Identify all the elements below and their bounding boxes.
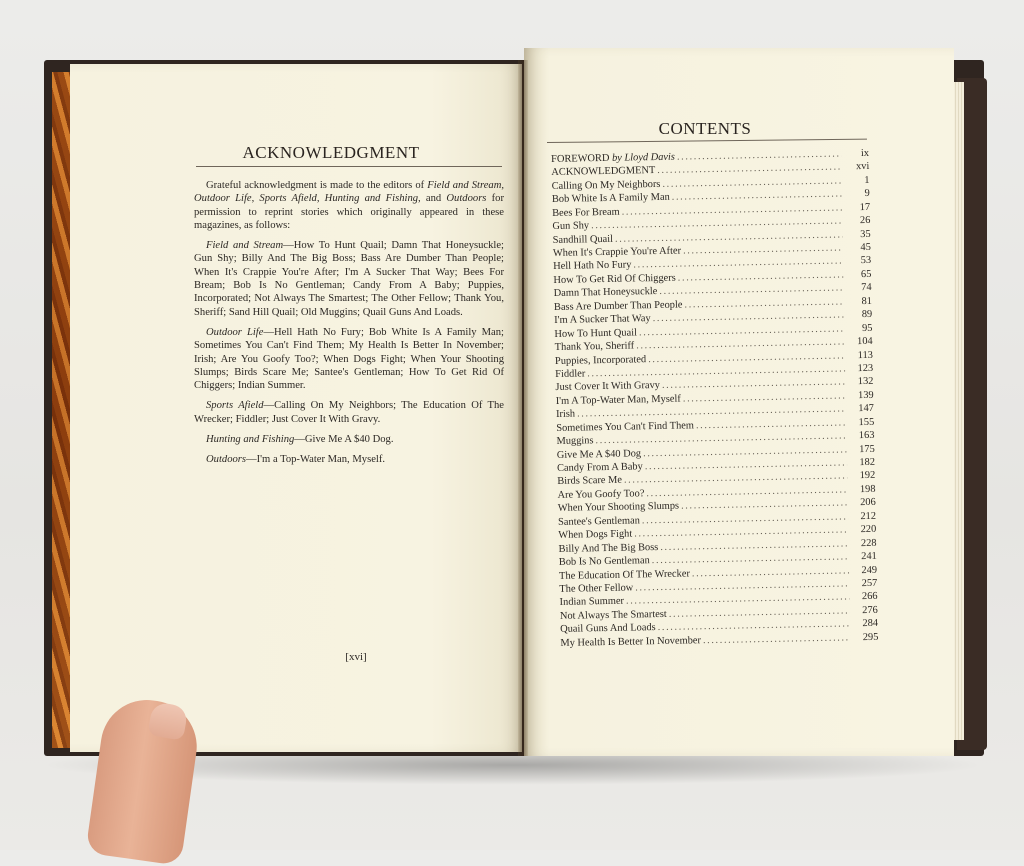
- toc-entry-title: When It's Crappie You're After: [552, 245, 682, 260]
- toc-entry-page: 26: [859, 215, 871, 227]
- toc-entry-page: xvi: [855, 161, 870, 173]
- toc-entry-page: 198: [859, 483, 876, 496]
- toc-entry-title: Calling On My Neighbors: [551, 178, 661, 192]
- toc-entry-page: ix: [860, 147, 870, 160]
- toc-entry-page: 155: [858, 416, 875, 428]
- acknowledgment-text: [194, 179, 504, 474]
- toc-entry-page: 266: [861, 591, 878, 603]
- heading-rule: [196, 166, 502, 167]
- intro-paragraph: Grateful acknowledgment is made to the editors of Field and Stream, Outdoor Life, Sports Afield, Hunting and Fishing, and Outdoors for permission to reprint stories which originally appeared in these magazines, as follows:: [194, 180, 505, 231]
- toc-entry-title: Bees For Bream: [552, 206, 620, 219]
- toc-entry-page: 249: [861, 564, 878, 576]
- toc-entry-page: 139: [858, 389, 874, 402]
- toc-entry-title: FOREWORD by Lloyd Davis: [551, 151, 676, 165]
- toc-entry-page: 295: [862, 631, 879, 643]
- toc-entry-title: Bass Are Dumber Than People: [553, 299, 683, 313]
- toc-entry-title: The Education Of The Wrecker: [559, 567, 690, 582]
- credit-paragraph: Sports Afield—Calling On My Neighbors; The Education Of The Wrecker; Fiddler; Just Cover It With Gravy.: [194, 400, 504, 425]
- toc-entry-page: 65: [860, 268, 872, 280]
- book-gutter: [518, 60, 528, 756]
- credit-paragraph: Outdoors—I'm a Top-Water Man, Myself.: [206, 454, 386, 466]
- toc-entry-page: 1: [864, 174, 870, 186]
- toc-entry-title: When Dogs Fight: [558, 528, 633, 542]
- toc-entry-page: 192: [859, 470, 876, 482]
- toc-entry-page: 182: [859, 456, 876, 469]
- toc-entry-title: Candy From A Baby: [556, 461, 643, 474]
- toc-entry-title: Birds Scare Me: [557, 475, 623, 488]
- toc-entry-page: 175: [859, 443, 875, 455]
- credit-paragraph: Outdoor Life—Hell Hath No Fury; Bob White Is A Family Man; Sometimes You Can't Find Them; My Health Is Better In November; Irish; Are You Goofy Too?; When Dogs Fight; When Your Shooting Slumps; Birds Scare Me; Santee's Gentleman; How To Get Rid Of Chiggers; Indian Summer.: [194, 326, 504, 392]
- toc-entry-page: 45: [860, 241, 871, 254]
- toc-entry-page: 206: [860, 497, 876, 509]
- toc-entry-title: Thank You, Sheriff: [554, 340, 635, 354]
- toc-entry-page: 123: [857, 362, 874, 375]
- toc-entry-page: 104: [856, 335, 873, 348]
- toc-entry-page: 241: [861, 550, 877, 563]
- toc-entry-title: I'm A Sucker That Way: [554, 313, 651, 327]
- toc-entry-title: Hell Hath No Fury: [553, 259, 632, 273]
- toc-entry-page: 95: [861, 322, 873, 334]
- toc-entry-page: 257: [861, 577, 878, 590]
- toc-entry-page: 81: [861, 295, 873, 307]
- acknowledgment-heading: ACKNOWLEDGMENT: [242, 143, 420, 162]
- toc-entry-page: 284: [862, 618, 879, 630]
- toc-entry-title: Bob Is No Gentleman: [558, 555, 650, 569]
- toc-entry-title: Indian Summer: [559, 596, 625, 609]
- toc-entry-title: Bob White Is A Family Man: [551, 192, 670, 206]
- toc-entry-title: Fiddler: [555, 368, 586, 380]
- toc-entry-title: Puppies, Incorporated: [554, 353, 647, 367]
- toc-entry-title: Not Always The Smartest: [559, 608, 667, 622]
- toc-entry-title: I'm A Top-Water Man, Myself: [555, 393, 681, 407]
- toc-entry-page: 132: [857, 376, 874, 388]
- page-number: [xvi]: [345, 651, 367, 663]
- toc-entry-page: 147: [858, 403, 875, 415]
- toc-entry-page: 220: [860, 524, 877, 536]
- contents-list: [551, 147, 878, 650]
- toc-entry-title: Irish: [555, 408, 576, 421]
- toc-entry-title: Santee's Gentleman: [557, 515, 640, 528]
- toc-entry-title: Sandhill Quail: [552, 233, 614, 246]
- toc-entry-page: 89: [861, 309, 873, 321]
- toc-entry-page: 228: [860, 537, 877, 549]
- toc-entry-page: 35: [860, 228, 871, 240]
- toc-entry-title: Muggins: [556, 435, 594, 448]
- toc-entry-title: Billy And The Big Boss: [558, 541, 659, 555]
- toc-entry-page: 53: [860, 255, 872, 267]
- toc-entry-title: Sometimes You Can't Find Them: [556, 420, 695, 434]
- toc-entry-page: 276: [862, 604, 878, 616]
- toc-entry-title: Give Me A $40 Dog: [556, 447, 642, 461]
- contents-heading: CONTENTS: [658, 119, 752, 138]
- toc-entry-page: 17: [859, 201, 871, 213]
- toc-entry-title: Quail Guns And Loads: [560, 622, 656, 636]
- toc-entry-page: 113: [857, 349, 874, 361]
- toc-entry-page: 212: [860, 510, 877, 522]
- credit-paragraph: Hunting and Fishing—Give Me A $40 Dog.: [206, 434, 394, 446]
- toc-entry-title: My Health Is Better In November: [560, 634, 702, 649]
- toc-entry-page: 163: [858, 430, 875, 442]
- toc-entry-title: How To Hunt Quail: [554, 327, 638, 340]
- dot-leader: [703, 631, 851, 647]
- toc-entry-page: 9: [864, 188, 870, 200]
- toc-entry-title: How To Get Rid Of Chiggers: [553, 272, 676, 286]
- toc-entry-title: ACKNOWLEDGMENT: [551, 165, 656, 179]
- toc-entry-title: The Other Fellow: [559, 582, 634, 595]
- toc-entry-page: 74: [861, 282, 872, 294]
- toc-entry-title: Gun Shy: [552, 220, 590, 233]
- credit-paragraph: Field and Stream—How To Hunt Quail; Damn That Honeysuckle; Gun Shy; Billy And The Big Boss; Bass Are Dumber Than People; When It's Crappie You're After; I'm A Sucker That Way; Bees For Bream; Bob Is No Gentleman; Candy From A Baby; Puppies, Incorporated; Not Always The Smartest; The Other Fellow; Thank You, Sheriff; Sand Hill Quail; Old Muggins; Quail Guns And Loads.: [194, 240, 504, 318]
- toc-entry-title: When Your Shooting Slumps: [557, 500, 680, 515]
- toc-entry-title: Are You Goofy Too?: [557, 488, 645, 501]
- toc-entry-title: Damn That Honeysuckle: [553, 286, 658, 300]
- toc-entry-title: Just Cover It With Gravy: [555, 380, 661, 394]
